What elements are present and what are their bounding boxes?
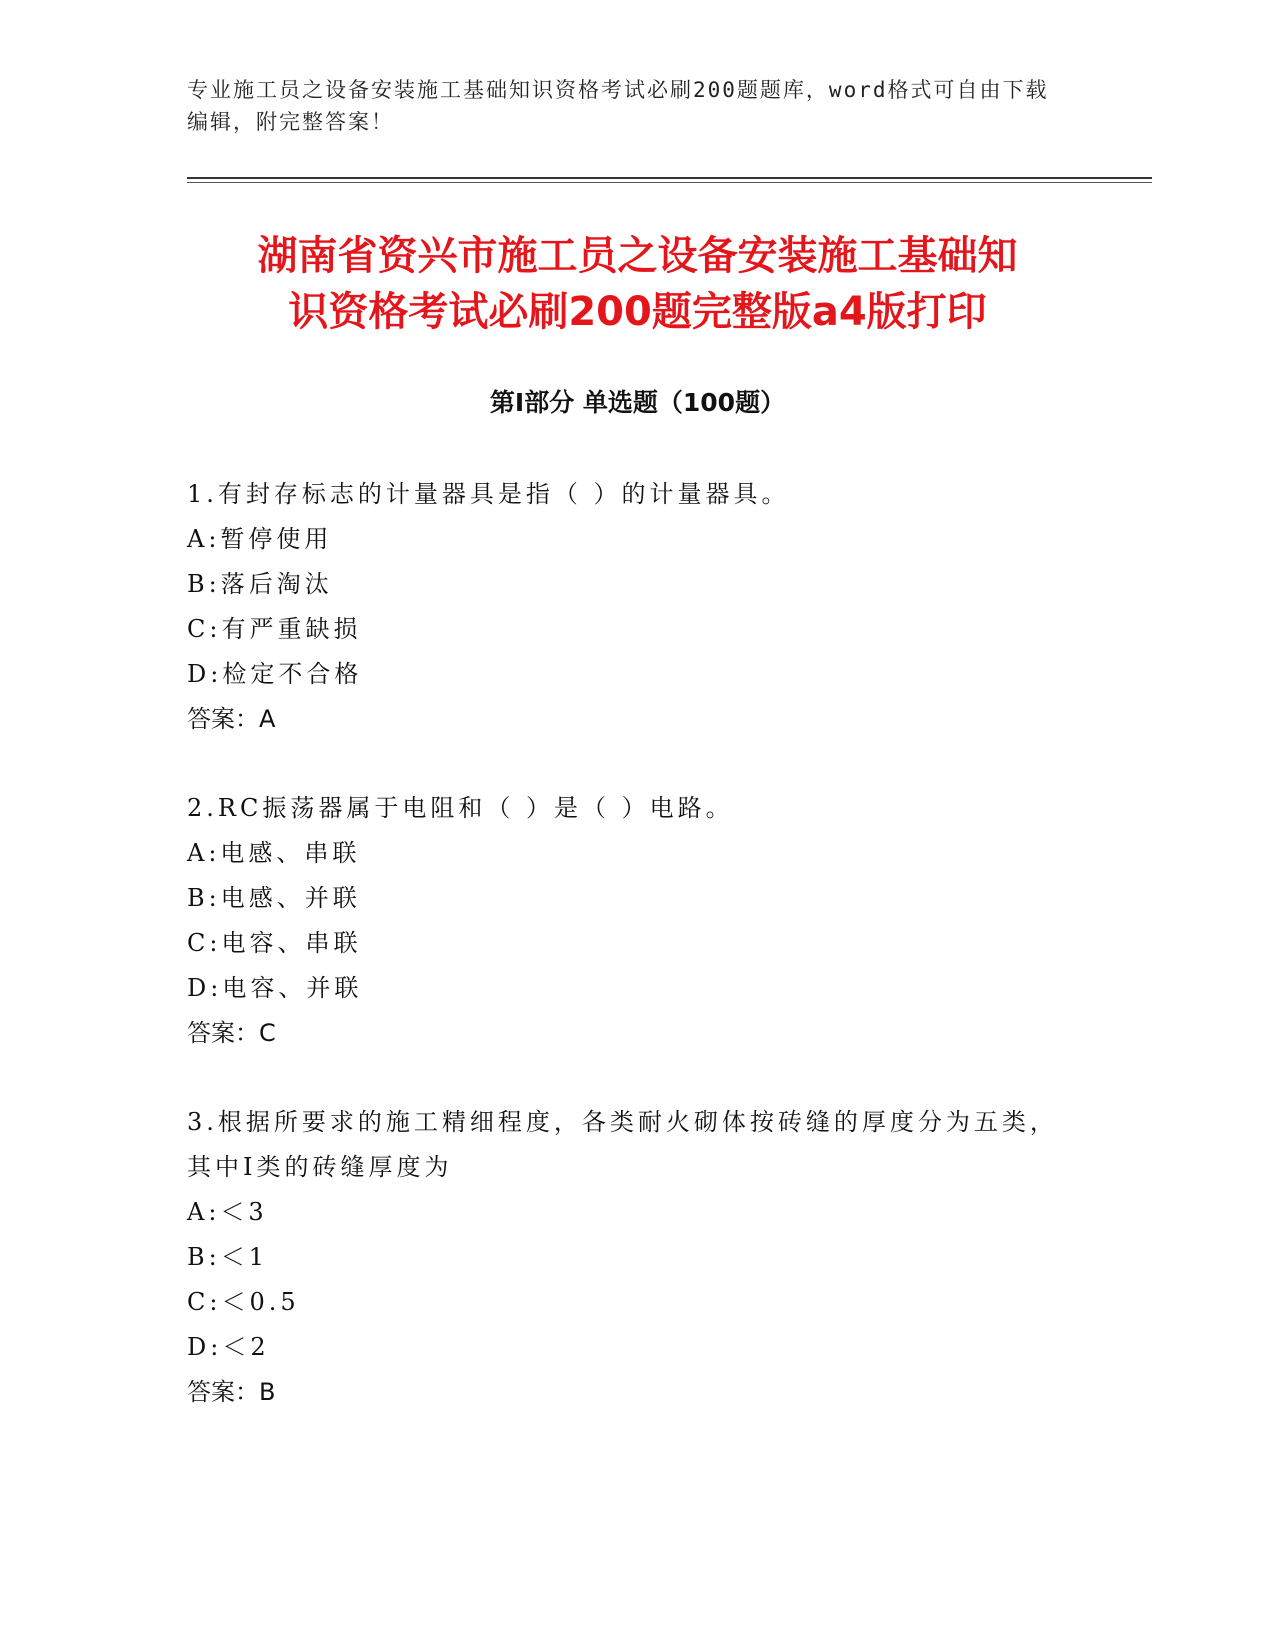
option-b: B:＜1 (187, 1243, 268, 1271)
option-c: C:有严重缺损 (187, 615, 362, 643)
header-rule-thick (187, 177, 1152, 179)
option-d: D:＜2 (187, 1333, 270, 1361)
option-b: B:电感、并联 (187, 884, 361, 912)
option-d: D:检定不合格 (187, 660, 363, 688)
question-text: 3.根据所要求的施工精细程度，各类耐火砌体按砖缝的厚度分为五类，其中Ⅰ类的砖缝厚度为 (187, 1108, 1058, 1181)
option-d: D:电容、并联 (187, 974, 363, 1002)
title-line-1: 湖南省资兴市施工员之设备安装施工基础知 (257, 233, 1018, 279)
header-note: 专业施工员之设备安装施工基础知识资格考试必刷200题题库，word格式可自由下载编辑，附完整答案！ (187, 78, 1049, 134)
option-a: A:暂停使用 (187, 525, 333, 553)
option-a: A:电感、串联 (187, 839, 361, 867)
question-text: 2.RC振荡器属于电阻和（ ）是（ ）电路。 (187, 794, 734, 822)
section-title: 第Ⅰ部分 单选题（100题） (489, 388, 786, 417)
option-b: B:落后淘汰 (187, 570, 333, 598)
option-c: C:＜0.5 (187, 1288, 300, 1316)
question-text: 1.有封存标志的计量器具是指（ ）的计量器具。 (187, 480, 790, 508)
answer: 答案：C (187, 1019, 276, 1047)
option-a: A:＜3 (187, 1198, 268, 1226)
question-2 (187, 786, 1067, 1056)
title-line-2: 识资格考试必刷200题完整版a4版打印 (288, 289, 987, 335)
answer: 答案：B (187, 1378, 276, 1406)
document-title (150, 228, 1125, 340)
answer: 答案：A (187, 705, 276, 733)
header-rule-thin (187, 182, 1152, 183)
question-3 (187, 1100, 1067, 1415)
question-list (187, 472, 1067, 1459)
option-c: C:电容、串联 (187, 929, 362, 957)
question-1 (187, 472, 1067, 742)
